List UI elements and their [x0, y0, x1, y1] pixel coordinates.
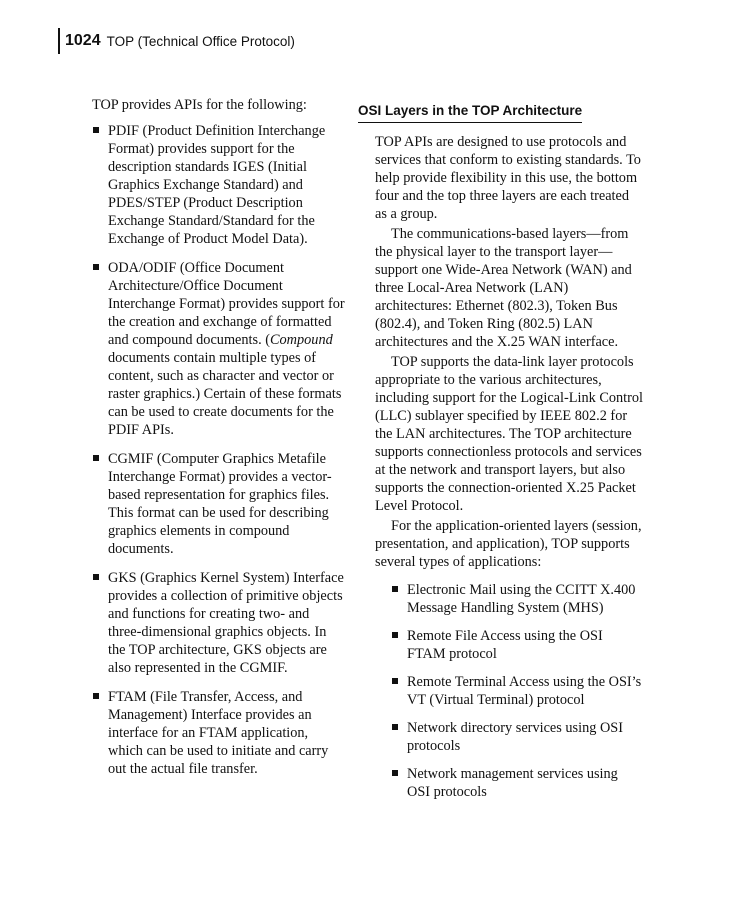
section-heading: OSI Layers in the TOP Architecture — [358, 102, 582, 123]
list-item — [391, 581, 644, 617]
left-column — [92, 96, 346, 789]
list-item — [391, 719, 644, 755]
paragraph: TOP APIs are designed to use protocols and services that conform to existing standards. To help provide flexibility in this use, the bottom four and the top three layers are each treated as a group. — [375, 134, 641, 222]
page-header — [58, 28, 295, 54]
running-title: TOP (Technical Office Protocol) — [106, 33, 295, 49]
bullet-square-icon — [392, 724, 398, 730]
italic-term: Compound — [270, 332, 333, 348]
list-item — [92, 259, 346, 439]
header-rule — [58, 28, 60, 54]
paragraph: For the application-oriented layers (session, presentation, and application), TOP supports several types of applications: — [375, 518, 642, 570]
list-item — [391, 673, 644, 709]
list-item-text: ODA/ODIF (Office Document Architecture/Office Document Interchange Format) provides support for the creation and exchange of formatted and compound documents. ( — [108, 260, 345, 348]
page-number: 1024 — [65, 32, 101, 49]
list-item — [391, 627, 644, 663]
bullet-square-icon — [93, 574, 99, 580]
list-item-text: documents contain multiple types of content, such as character and vector or raster graphics.) Certain of these formats can be used to create documents for the PDIF APIs. — [108, 350, 342, 438]
list-item-text: Network directory services using OSI protocols — [407, 720, 623, 754]
bullet-square-icon — [392, 678, 398, 684]
bullet-square-icon — [392, 632, 398, 638]
applications-list — [358, 581, 644, 801]
right-column — [358, 102, 644, 811]
list-item — [92, 688, 346, 778]
list-item — [92, 450, 346, 558]
list-item-text: FTAM (File Transfer, Access, and Management) Interface provides an interface for an FTAM application, which can be used to initiate and carry out the actual file transfer. — [108, 689, 329, 777]
bullet-square-icon — [392, 770, 398, 776]
list-item — [391, 765, 644, 801]
list-item-text: Electronic Mail using the CCITT X.400 Message Handling System (MHS) — [407, 582, 636, 616]
list-item-text: Network management services using OSI protocols — [407, 766, 618, 800]
bullet-square-icon — [93, 455, 99, 461]
paragraph: The communications-based layers—from the physical layer to the transport layer—support one Wide-Area Network (WAN) and three Local-Area Network (LAN) architectures: Ethernet (802.3), Token Bus (802.4), and Token Ring (802.5) LAN architectures and the X.25 WAN interface. — [375, 226, 632, 350]
paragraph: TOP supports the data-link layer protocols appropriate to the various architectures, including support for the Logical-Link Control (LLC) sublayer specified by IEEE 802.2 for the LAN architectures. The TOP architecture supports connectionless protocols and services at the network and transport layers, but also supports the connection-oriented X.25 Packet Level Protocol. — [375, 354, 644, 514]
bullet-square-icon — [93, 264, 99, 270]
api-list — [92, 122, 346, 778]
intro-text: TOP provides APIs for the following: — [92, 97, 307, 113]
list-item — [92, 569, 346, 677]
list-item-text: CGMIF (Computer Graphics Metafile Interchange Format) provides a vector-based representation for graphics files. This format can be used for describing graphics elements in compound documents. — [108, 451, 332, 557]
list-item-text: PDIF (Product Definition Interchange Format) provides support for the description standards IGES (Initial Graphics Exchange Standard) and PDES/STEP (Product Description Exchange Standard/Standard for the Exchange of Product Model Data). — [108, 123, 326, 247]
bullet-square-icon — [93, 693, 99, 699]
section-body — [375, 133, 644, 571]
bullet-square-icon — [392, 586, 398, 592]
list-item — [92, 122, 346, 248]
list-item-text: GKS (Graphics Kernel System) Interface provides a collection of primitive objects and functions for creating two- and three-dimensional graphics objects. In the TOP architecture, GKS objects are also represented in the CGMIF. — [108, 570, 344, 676]
bullet-square-icon — [93, 127, 99, 133]
list-item-text: Remote File Access using the OSI FTAM protocol — [407, 628, 603, 662]
list-item-text: Remote Terminal Access using the OSI’s VT (Virtual Terminal) protocol — [407, 674, 642, 708]
